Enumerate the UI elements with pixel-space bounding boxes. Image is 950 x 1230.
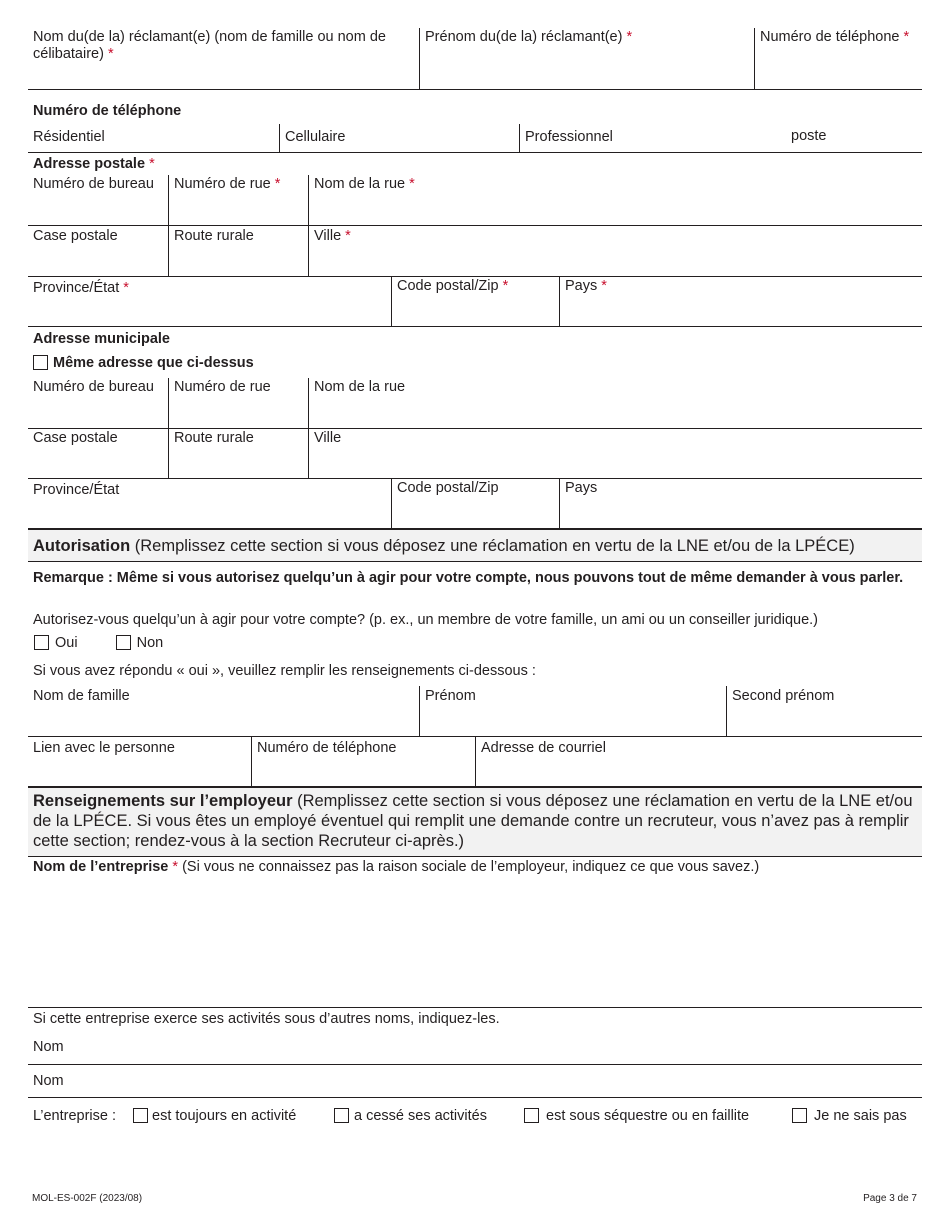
- municipal-country-field[interactable]: [559, 479, 922, 528]
- rep-last-name-label: Nom de famille: [33, 688, 130, 704]
- required-mark: *: [903, 29, 910, 45]
- municipal-province-label: Province/État: [33, 482, 120, 498]
- status-ceased-label: a cessé ses activités: [354, 1108, 487, 1124]
- yes-label: Oui: [55, 635, 78, 651]
- municipal-unit-field[interactable]: [28, 378, 168, 428]
- work-phone-field[interactable]: [519, 124, 786, 152]
- status-ceased-option[interactable]: [334, 1108, 487, 1125]
- rep-email-field[interactable]: [475, 737, 922, 786]
- mailing-city-label: Ville: [314, 228, 342, 244]
- authorization-section-header: [28, 529, 922, 562]
- mailing-heading: [28, 156, 155, 173]
- claimant-phone-label: Numéro de téléphone: [760, 29, 900, 45]
- authorization-options: [28, 635, 163, 652]
- rep-phone-field[interactable]: [251, 737, 475, 786]
- status-ceased-checkbox[interactable]: [334, 1108, 349, 1123]
- mailing-po-box-label: Case postale: [33, 228, 118, 244]
- company-name-label-line: [28, 859, 759, 876]
- employer-section-header: [28, 787, 922, 857]
- phones-row: [28, 124, 922, 153]
- status-receivership-label: est sous séquestre ou en faillite: [546, 1108, 750, 1124]
- no-checkbox[interactable]: [116, 635, 131, 650]
- same-address-option[interactable]: [28, 355, 254, 372]
- required-mark: *: [345, 228, 351, 244]
- other-names-instruction: Si cette entreprise exerce ses activités sous d’autres noms, indiquez-les.: [33, 1011, 500, 1027]
- form-id: MOL-ES-002F (2023/08): [32, 1193, 143, 1204]
- required-mark: *: [149, 156, 155, 172]
- status-unknown-option[interactable]: [792, 1108, 907, 1125]
- municipal-rural-route-label: Route rurale: [174, 430, 254, 446]
- municipal-row-3: [28, 479, 922, 529]
- mailing-street-no-field[interactable]: [168, 175, 308, 225]
- rep-phone-label: Numéro de téléphone: [257, 740, 397, 756]
- mailing-street-no-label: Numéro de rue: [174, 176, 271, 192]
- required-mark: *: [123, 280, 129, 296]
- required-mark: *: [274, 176, 281, 192]
- authorization-question: Autorisez-vous quelqu’un à agir pour votre compte? (p. ex., un membre de votre famille, un ami ou un conseiller juridique.): [33, 612, 819, 628]
- same-address-checkbox[interactable]: [33, 355, 48, 370]
- mailing-row-3: [28, 277, 922, 327]
- mailing-unit-field[interactable]: [28, 175, 168, 225]
- claimant-first-name-field[interactable]: [419, 28, 754, 89]
- status-active-option[interactable]: [133, 1108, 296, 1125]
- status-active-label: est toujours en activité: [152, 1108, 297, 1124]
- mailing-postal-label: Code postal/Zip: [397, 278, 499, 294]
- mailing-street-name-field[interactable]: [308, 175, 922, 225]
- cell-phone-field[interactable]: [279, 124, 519, 152]
- municipal-po-box-field[interactable]: [28, 429, 168, 478]
- mailing-heading-label: Adresse postale: [33, 156, 146, 172]
- status-active-checkbox[interactable]: [133, 1108, 148, 1123]
- residential-phone-field[interactable]: [28, 124, 279, 152]
- status-unknown-label: Je ne sais pas: [814, 1108, 907, 1124]
- representative-row-2: [28, 737, 922, 787]
- status-unknown-checkbox[interactable]: [792, 1108, 807, 1123]
- mailing-postal-field[interactable]: [391, 277, 559, 326]
- option-no[interactable]: [116, 635, 164, 651]
- mailing-country-field[interactable]: [559, 277, 922, 326]
- rep-middle-name-field[interactable]: [726, 686, 922, 736]
- required-mark: *: [502, 278, 509, 294]
- claimant-last-name-field[interactable]: [28, 28, 419, 89]
- other-name-field-1[interactable]: [28, 1030, 922, 1065]
- municipal-row-2: [28, 429, 922, 479]
- claimant-first-name-label: Prénom du(de la) réclamant(e): [425, 29, 623, 45]
- employer-title: Renseignements sur l’employeur: [33, 792, 293, 810]
- other-name-label-2: Nom: [33, 1073, 64, 1089]
- authorization-note: Remarque : Même si vous autorisez quelqu’un à agir pour votre compte, nous pouvons tout de même demander à vous parler.: [33, 570, 904, 586]
- required-mark: *: [409, 176, 415, 192]
- required-mark: *: [601, 278, 607, 294]
- rep-last-name-field[interactable]: [28, 686, 419, 736]
- rep-email-label: Adresse de courriel: [481, 740, 606, 756]
- rep-relationship-field[interactable]: [28, 737, 251, 786]
- status-receivership-checkbox[interactable]: [524, 1108, 539, 1123]
- no-label: Non: [136, 635, 164, 651]
- company-name-label: Nom de l’entreprise: [33, 859, 169, 875]
- mailing-row-2: [28, 226, 922, 277]
- authorization-subtitle: (Remplissez cette section si vous déposez une réclamation en vertu de la LNE et/ou de la LPÉCE): [130, 537, 855, 555]
- residential-phone-label: Résidentiel: [33, 129, 105, 145]
- company-name-hint: (Si vous ne connaissez pas la raison sociale de l’employeur, indiquez ce que vous savez.): [178, 859, 760, 875]
- required-mark: *: [626, 29, 633, 45]
- required-mark: *: [172, 859, 179, 875]
- page-number: Page 3 de 7: [863, 1193, 917, 1204]
- authorization-if-yes: Si vous avez répondu « oui », veuillez remplir les renseignements ci-dessous :: [33, 663, 536, 679]
- other-name-label-1: Nom: [33, 1039, 64, 1055]
- municipal-po-box-label: Case postale: [33, 430, 118, 446]
- representative-row-1: [28, 686, 922, 737]
- mailing-row-1: [28, 175, 922, 226]
- municipal-heading: Adresse municipale: [33, 331, 170, 347]
- municipal-rural-route-field[interactable]: [168, 429, 308, 478]
- same-address-label: Même adresse que ci-dessus: [53, 355, 254, 371]
- municipal-street-no-label: Numéro de rue: [174, 379, 271, 395]
- authorization-title: Autorisation: [33, 537, 131, 555]
- option-yes[interactable]: [33, 635, 78, 651]
- municipal-province-field[interactable]: [28, 479, 391, 528]
- extension-label: poste: [791, 128, 827, 144]
- cell-phone-label: Cellulaire: [285, 129, 346, 145]
- municipal-city-label: Ville: [314, 430, 342, 446]
- municipal-row-1: [28, 378, 922, 429]
- mailing-rural-route-field[interactable]: [168, 226, 308, 276]
- municipal-postal-field[interactable]: [391, 479, 559, 528]
- rep-middle-name-label: Second prénom: [732, 688, 835, 704]
- phones-heading: Numéro de téléphone: [33, 103, 182, 119]
- mailing-street-name-label: Nom de la rue: [314, 176, 406, 192]
- company-status-label: L’entreprise :: [33, 1108, 117, 1124]
- rep-first-name-field[interactable]: [419, 686, 726, 736]
- company-name-field[interactable]: [28, 857, 922, 1008]
- mailing-rural-route-label: Route rurale: [174, 228, 254, 244]
- mailing-city-field[interactable]: [308, 226, 922, 276]
- required-mark: *: [107, 46, 114, 62]
- mailing-province-field[interactable]: [28, 277, 391, 326]
- yes-checkbox[interactable]: [34, 635, 49, 650]
- rep-relationship-label: Lien avec le personne: [33, 740, 175, 756]
- municipal-street-name-field[interactable]: [308, 378, 922, 428]
- claimant-last-name-label: Nom du(de la) réclamant(e) (nom de famille ou nom de célibataire): [33, 29, 386, 62]
- claimant-phone-field[interactable]: [754, 28, 922, 89]
- claimant-row: [28, 28, 922, 90]
- status-receivership-option[interactable]: [524, 1108, 749, 1125]
- municipal-street-no-field[interactable]: [168, 378, 308, 428]
- rep-first-name-label: Prénom: [425, 688, 476, 704]
- municipal-unit-label: Numéro de bureau: [33, 379, 154, 395]
- mailing-po-box-field[interactable]: [28, 226, 168, 276]
- employer-subtitle: (Remplissez cette section si vous déposez une réclamation en vertu de la LNE et/ou de la LPÉCE. Si vous êtes un employé éventuel qui remplit une demande contre un recruteur, vous n’avez pas à remplir cette section; rendez-vous à la section Recruteur ci-après.): [33, 792, 913, 850]
- municipal-street-name-label: Nom de la rue: [314, 379, 406, 395]
- municipal-city-field[interactable]: [308, 429, 922, 478]
- mailing-country-label: Pays: [565, 278, 598, 294]
- work-phone-label: Professionnel: [525, 129, 613, 145]
- other-name-field-2[interactable]: [28, 1065, 922, 1098]
- mailing-unit-label: Numéro de bureau: [33, 176, 154, 192]
- municipal-postal-label: Code postal/Zip: [397, 480, 499, 496]
- extension-field[interactable]: [786, 124, 922, 152]
- municipal-country-label: Pays: [565, 480, 598, 496]
- mailing-province-label: Province/État: [33, 280, 120, 296]
